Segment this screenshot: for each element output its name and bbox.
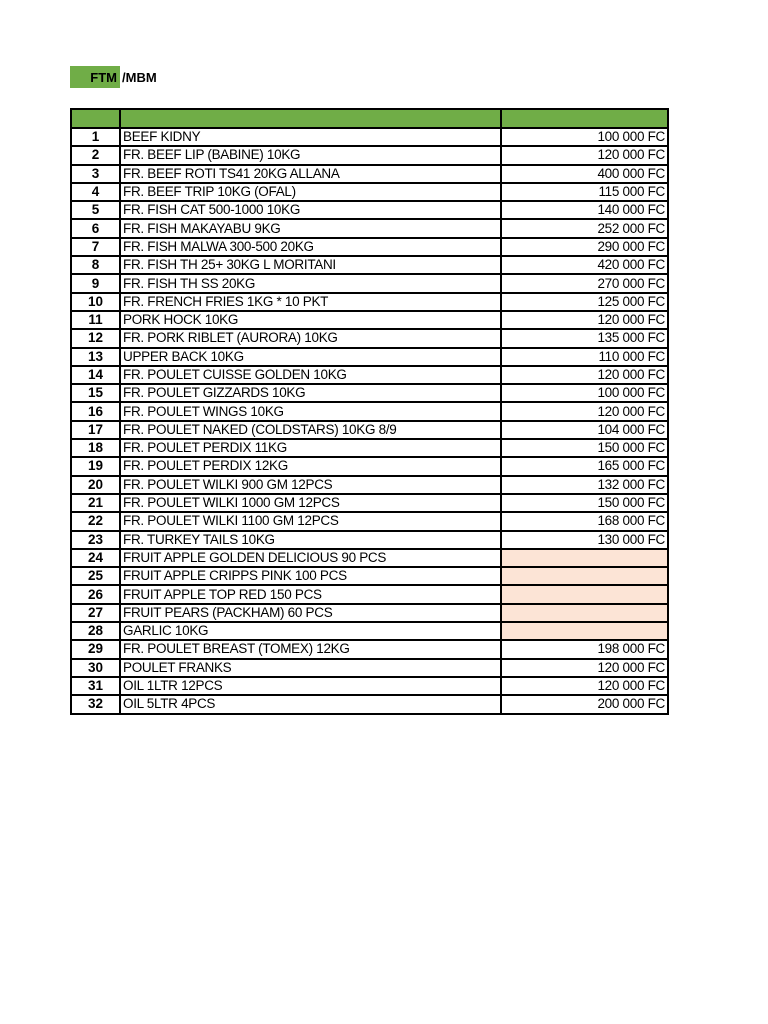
price-cell: 200 000 FC <box>501 695 668 713</box>
product-name-cell: POULET FRANKS <box>120 659 501 677</box>
table-row <box>71 549 668 567</box>
row-number-cell: 29 <box>71 640 120 658</box>
price-cell: 120 000 FC <box>501 402 668 420</box>
price-cell: 132 000 FC <box>501 476 668 494</box>
price-cell: 290 000 FC <box>501 238 668 256</box>
row-number-cell: 21 <box>71 494 120 512</box>
price-cell: 140 000 FC <box>501 201 668 219</box>
product-name-cell: UPPER BACK 10KG <box>120 348 501 366</box>
table-row <box>71 293 668 311</box>
product-name-cell: FR. FISH MAKAYABU 9KG <box>120 219 501 237</box>
table-row <box>71 476 668 494</box>
product-name-cell: FR. BEEF TRIP 10KG (OFAL) <box>120 183 501 201</box>
row-number-cell: 22 <box>71 512 120 530</box>
price-cell <box>501 567 668 585</box>
table-row <box>71 366 668 384</box>
table-row <box>71 622 668 640</box>
row-number-cell: 6 <box>71 219 120 237</box>
sheet-title <box>70 66 157 88</box>
product-name-cell: OIL 1LTR 12PCS <box>120 677 501 695</box>
table-row <box>71 640 668 658</box>
table-row <box>71 402 668 420</box>
header-row <box>71 109 668 128</box>
price-cell: 270 000 FC <box>501 274 668 292</box>
price-cell: 120 000 FC <box>501 659 668 677</box>
price-cell: 400 000 FC <box>501 165 668 183</box>
row-number-cell: 3 <box>71 165 120 183</box>
price-cell: 100 000 FC <box>501 128 668 146</box>
price-cell: 150 000 FC <box>501 494 668 512</box>
price-cell: 120 000 FC <box>501 311 668 329</box>
product-name-cell: OIL 5LTR 4PCS <box>120 695 501 713</box>
product-name-cell: FR. POULET PERDIX 11KG <box>120 439 501 457</box>
price-cell <box>501 585 668 603</box>
row-number-cell: 20 <box>71 476 120 494</box>
price-cell: 130 000 FC <box>501 531 668 549</box>
row-number-cell: 14 <box>71 366 120 384</box>
row-number-cell: 19 <box>71 457 120 475</box>
price-cell: 120 000 FC <box>501 366 668 384</box>
row-number-cell: 27 <box>71 604 120 622</box>
row-number-cell: 7 <box>71 238 120 256</box>
row-number-cell: 13 <box>71 348 120 366</box>
table-row <box>71 677 668 695</box>
row-number-cell: 12 <box>71 329 120 347</box>
price-cell: 120 000 FC <box>501 677 668 695</box>
price-cell: 165 000 FC <box>501 457 668 475</box>
product-name-cell: FR. POULET BREAST (TOMEX) 12KG <box>120 640 501 658</box>
price-cell: 150 000 FC <box>501 439 668 457</box>
table-row <box>71 274 668 292</box>
product-name-cell: FR. FISH TH 25+ 30KG L MORITANI <box>120 256 501 274</box>
row-number-cell: 1 <box>71 128 120 146</box>
row-number-cell: 15 <box>71 384 120 402</box>
header-num-cell <box>71 109 120 128</box>
row-number-cell: 2 <box>71 146 120 164</box>
row-number-cell: 17 <box>71 421 120 439</box>
product-name-cell: FR. FISH CAT 500-1000 10KG <box>120 201 501 219</box>
table-row <box>71 695 668 713</box>
table-row <box>71 146 668 164</box>
table-row <box>71 604 668 622</box>
row-number-cell: 31 <box>71 677 120 695</box>
price-cell: 168 000 FC <box>501 512 668 530</box>
table-body <box>71 128 668 714</box>
header-name-cell <box>120 109 501 128</box>
table-row <box>71 512 668 530</box>
product-name-cell: FR. BEEF LIP (BABINE) 10KG <box>120 146 501 164</box>
table-row <box>71 256 668 274</box>
price-cell: 100 000 FC <box>501 384 668 402</box>
product-name-cell: FR. POULET WILKI 1100 GM 12PCS <box>120 512 501 530</box>
product-name-cell: FR. PORK RIBLET (AURORA) 10KG <box>120 329 501 347</box>
product-name-cell: FR. FISH MALWA 300-500 20KG <box>120 238 501 256</box>
price-cell <box>501 604 668 622</box>
price-cell: 115 000 FC <box>501 183 668 201</box>
title-suffix: /MBM <box>122 69 157 85</box>
table-row <box>71 457 668 475</box>
price-table <box>70 108 669 715</box>
row-number-cell: 5 <box>71 201 120 219</box>
table-row <box>71 348 668 366</box>
product-name-cell: FR. POULET WILKI 1000 GM 12PCS <box>120 494 501 512</box>
product-name-cell: FRUIT PEARS (PACKHAM) 60 PCS <box>120 604 501 622</box>
row-number-cell: 26 <box>71 585 120 603</box>
row-number-cell: 25 <box>71 567 120 585</box>
table-row <box>71 659 668 677</box>
row-number-cell: 10 <box>71 293 120 311</box>
row-number-cell: 24 <box>71 549 120 567</box>
product-name-cell: FR. POULET WINGS 10KG <box>120 402 501 420</box>
table-row <box>71 165 668 183</box>
table-row <box>71 311 668 329</box>
table-row <box>71 531 668 549</box>
product-name-cell: FR. BEEF ROTI TS41 20KG ALLANA <box>120 165 501 183</box>
product-name-cell: FRUIT APPLE CRIPPS PINK 100 PCS <box>120 567 501 585</box>
product-name-cell: BEEF KIDNY <box>120 128 501 146</box>
row-number-cell: 30 <box>71 659 120 677</box>
row-number-cell: 16 <box>71 402 120 420</box>
price-cell: 104 000 FC <box>501 421 668 439</box>
table-row <box>71 439 668 457</box>
table-row <box>71 384 668 402</box>
table-row <box>71 201 668 219</box>
title-tag: FTM <box>70 66 120 88</box>
product-name-cell: FR. POULET WILKI 900 GM 12PCS <box>120 476 501 494</box>
table-header <box>71 109 668 128</box>
table-row <box>71 238 668 256</box>
price-cell: 125 000 FC <box>501 293 668 311</box>
table-row <box>71 183 668 201</box>
product-name-cell: FRUIT APPLE TOP RED 150 PCS <box>120 585 501 603</box>
price-cell <box>501 549 668 567</box>
price-cell: 110 000 FC <box>501 348 668 366</box>
product-name-cell: FR. FISH TH SS 20KG <box>120 274 501 292</box>
product-name-cell: FR. POULET GIZZARDS 10KG <box>120 384 501 402</box>
row-number-cell: 28 <box>71 622 120 640</box>
product-name-cell: FRUIT APPLE GOLDEN DELICIOUS 90 PCS <box>120 549 501 567</box>
table-row <box>71 585 668 603</box>
price-cell: 252 000 FC <box>501 219 668 237</box>
row-number-cell: 32 <box>71 695 120 713</box>
row-number-cell: 18 <box>71 439 120 457</box>
row-number-cell: 23 <box>71 531 120 549</box>
product-name-cell: FR. TURKEY TAILS 10KG <box>120 531 501 549</box>
table-row <box>71 128 668 146</box>
row-number-cell: 9 <box>71 274 120 292</box>
row-number-cell: 4 <box>71 183 120 201</box>
table-row <box>71 329 668 347</box>
row-number-cell: 8 <box>71 256 120 274</box>
header-price-cell <box>501 109 668 128</box>
price-cell: 198 000 FC <box>501 640 668 658</box>
price-cell <box>501 622 668 640</box>
product-name-cell: FR. POULET CUISSE GOLDEN 10KG <box>120 366 501 384</box>
row-number-cell: 11 <box>71 311 120 329</box>
price-cell: 135 000 FC <box>501 329 668 347</box>
product-name-cell: FR. POULET PERDIX 12KG <box>120 457 501 475</box>
product-name-cell: GARLIC 10KG <box>120 622 501 640</box>
table-row <box>71 421 668 439</box>
price-cell: 120 000 FC <box>501 146 668 164</box>
product-name-cell: FR. FRENCH FRIES 1KG * 10 PKT <box>120 293 501 311</box>
table-row <box>71 219 668 237</box>
product-name-cell: FR. POULET NAKED (COLDSTARS) 10KG 8/9 <box>120 421 501 439</box>
table-row <box>71 494 668 512</box>
table-row <box>71 567 668 585</box>
price-cell: 420 000 FC <box>501 256 668 274</box>
product-name-cell: PORK HOCK 10KG <box>120 311 501 329</box>
